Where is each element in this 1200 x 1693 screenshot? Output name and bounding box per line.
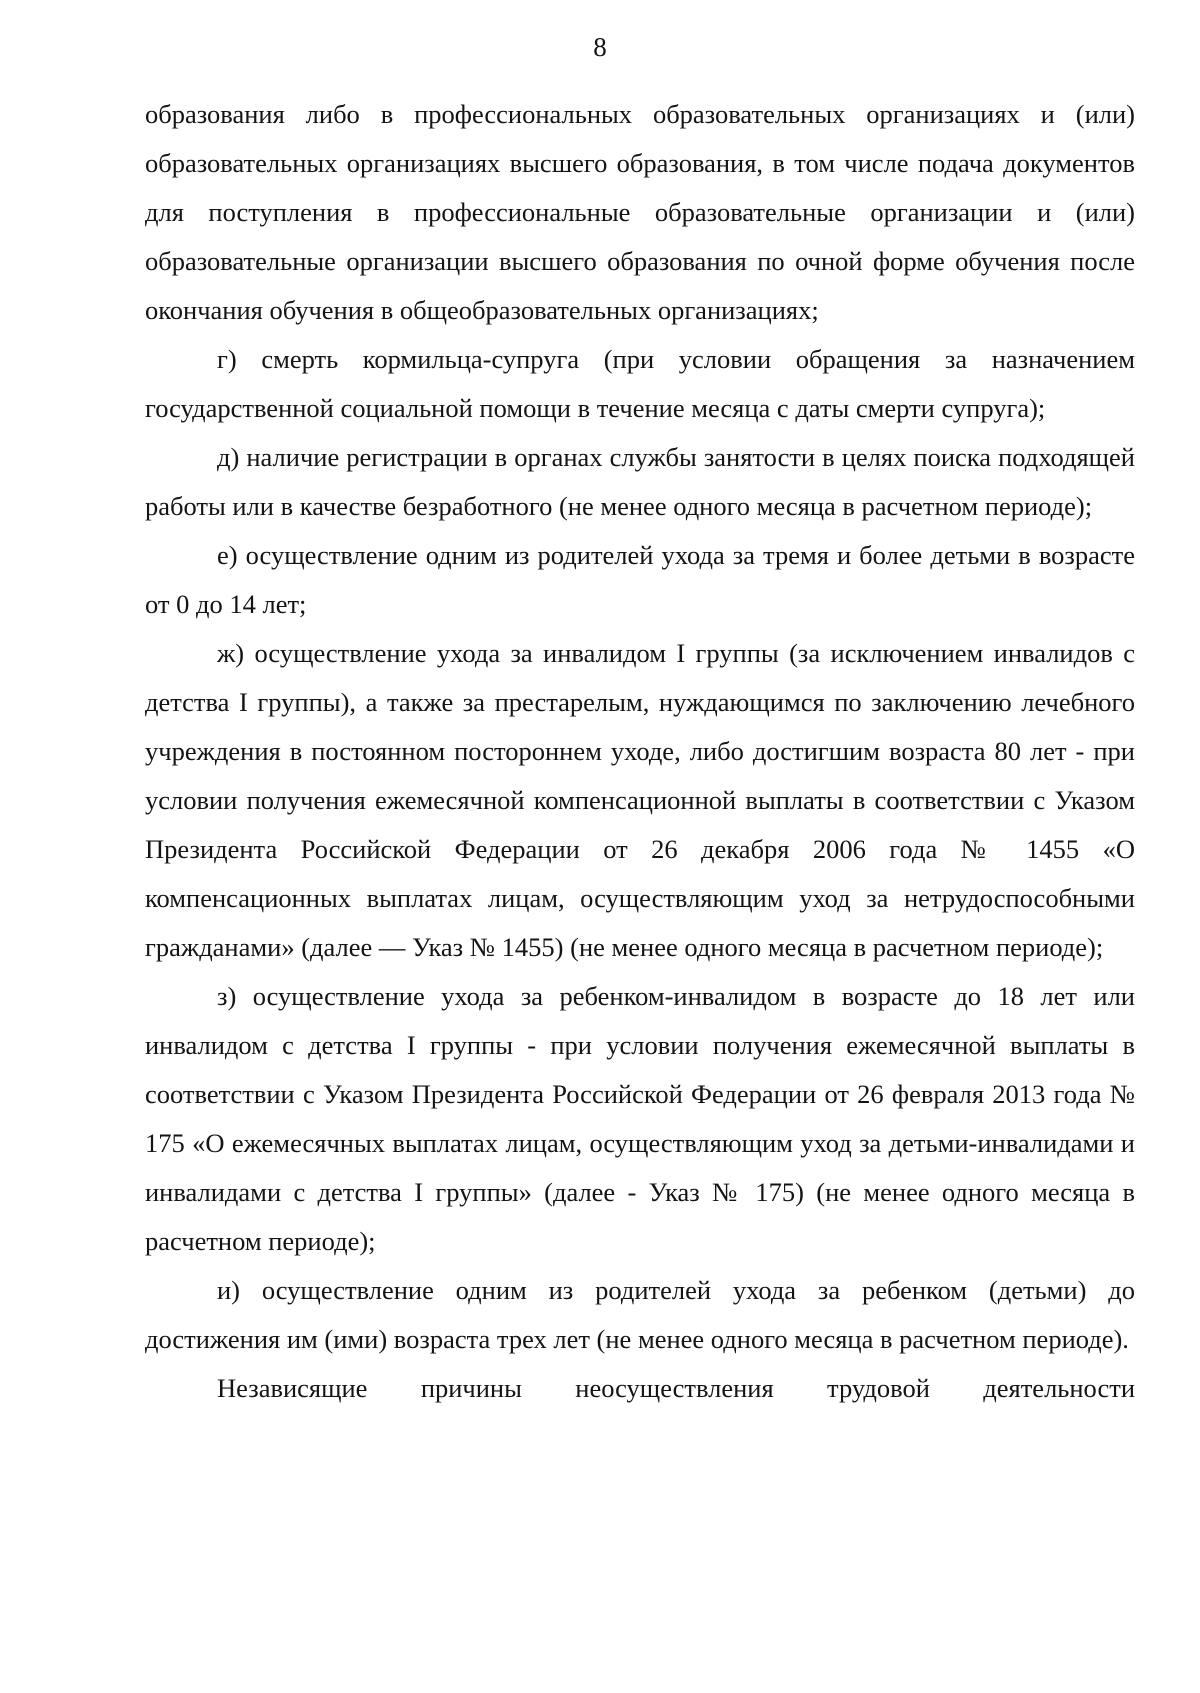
paragraph-item-zh: ж) осуществление ухода за инвалидом I группы (за исключением инвалидов с детства I группы), а также за престарелым, нуждающимся по заключению лечебного учреждения в постоянном постороннем уходе, либо достигшим возраста 80 лет - при условии получения ежемесячной компенсационной выплаты в соответствии с Указом Президента Российской Федерации от 26 декабря 2006 года № 1455 «О компенсационных выплатах лицам, осуществляющим уход за нетрудоспособными гражданами» (далее — Указ № 1455) (не менее одного месяца в расчетном периоде); xyxy=(145,638,1135,962)
paragraph-item-z: з) осуществление ухода за ребенком-инвалидом в возрасте до 18 лет или инвалидом с детства I группы - при условии получения ежемесячной выплаты в соответствии с Указом Президента Российской Федерации от 26 февраля 2013 года № 175 «О ежемесячных выплатах лицам, осуществляющим уход за детьми-инвалидами и инвалидами с детства I группы» (далее - Указ № 175) (не менее одного месяца в расчетном периоде); xyxy=(145,981,1135,1256)
paragraph-item-i: и) осуществление одним из родителей ухода за ребенком (детьми) до достижения им (ими) возраста трех лет (не менее одного месяца в расчетном периоде). xyxy=(145,1275,1135,1354)
paragraph-independent-reasons: Независящие причины неосуществления трудовой деятельности xyxy=(217,1373,1135,1403)
page-number: 8 xyxy=(593,32,607,62)
paragraph-item-e: е) осуществление одним из родителей ухода за тремя и более детьми в возрасте от 0 до 14 лет; xyxy=(145,540,1135,619)
document-body xyxy=(145,90,1135,1413)
paragraph-item-d: д) наличие регистрации в органах службы занятости в целях поиска подходящей работы или в качестве безработного (не менее одного месяца в расчетном периоде); xyxy=(145,442,1135,521)
paragraph-item-g: г) смерть кормильца-супруга (при условии обращения за назначением государственной социальной помощи в течение месяца с даты смерти супруга); xyxy=(145,344,1135,423)
paragraph-continuation: образования либо в профессиональных образовательных организациях и (или) образовательных организациях высшего образования, в том числе подача документов для поступления в профессиональные образовательные организации и (или) образовательные организации высшего образования по очной форме обучения после окончания обучения в общеобразовательных организациях; xyxy=(145,99,1135,325)
